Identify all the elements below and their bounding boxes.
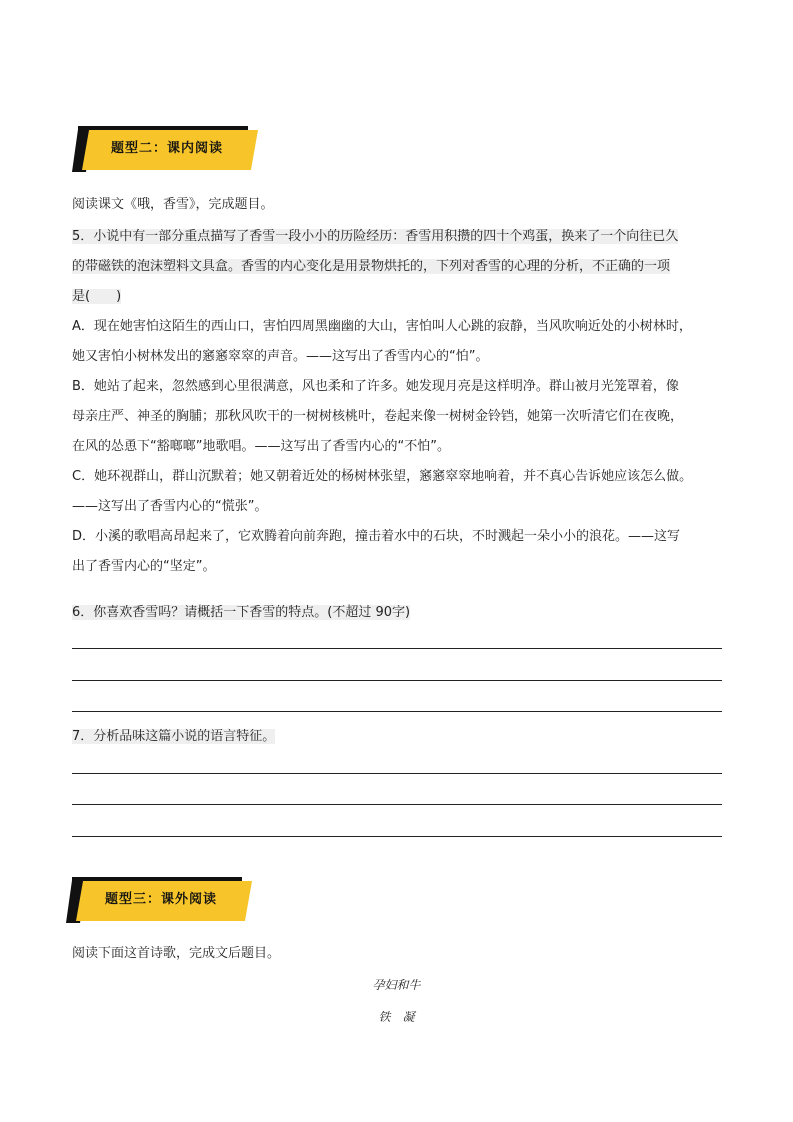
question-7 [72, 722, 724, 752]
poem-author: 铁 凝 [378, 1010, 415, 1024]
answer-line[interactable] [72, 804, 722, 805]
option-d[interactable] [72, 522, 724, 582]
answer-line[interactable] [72, 711, 722, 712]
intro-text: 阅读课文《哦，香雪》，完成题目。 [72, 197, 274, 212]
reading-instruction [72, 939, 724, 969]
section-header-badge [72, 126, 262, 172]
reading-instruction [72, 190, 724, 220]
option-line: D．小溪的歌唱高昂起来了，它欢腾着向前奔跑，撞击着水中的石块，不时溅起一朵小小的浪花。——这写 [72, 529, 681, 544]
question-line: 6．你喜欢香雪吗？请概括一下香雪的特点。(不超过 90字) [72, 605, 411, 620]
section-title: 题型三：课外阅读 [104, 892, 217, 907]
option-line: C．她环视群山，群山沉默着；她又朝着近处的杨树林张望，窸窸窣窣地响着，并不真心告诉她应该怎么做。 [72, 469, 693, 484]
answer-line[interactable] [72, 773, 722, 774]
option-b[interactable] [72, 372, 724, 462]
question-line: 是( ) [72, 289, 122, 304]
option-line: 出了香雪内心的“坚定”。 [72, 559, 216, 574]
question-5 [72, 222, 724, 582]
answer-line[interactable] [72, 648, 722, 649]
poem-title: 孕妇和牛 [372, 978, 421, 992]
section-header-badge [66, 877, 256, 923]
option-line: 在风的怂恿下“豁啷啷”地歌唱。——这写出了香雪内心的“不怕”。 [72, 439, 450, 454]
question-line: 5．小说中有一部分重点描写了香雪一段小小的历险经历：香雪用积攒的四十个鸡蛋，换来了一个向往已久 [72, 229, 679, 244]
option-line: ——这写出了香雪内心的“慌张”。 [72, 499, 268, 514]
option-a[interactable] [72, 312, 724, 372]
option-line: A．现在她害怕这陌生的西山口，害怕四周黑幽幽的大山，害怕叫人心跳的寂静，当风吹响近处的小树林时， [72, 319, 692, 334]
option-c[interactable] [72, 462, 724, 522]
question-line: 的带磁铁的泡沫塑料文具盒。香雪的内心变化是用景物烘托的，下列对香雪的心理的分析，不正确的一项 [72, 259, 671, 274]
option-line: 她又害怕小树林发出的窸窸窣窣的声音。——这写出了香雪内心的“怕”。 [72, 349, 489, 364]
option-line: 母亲庄严、神圣的胸脯；那秋风吹干的一树树核桃叶，卷起来像一树树金铃铛，她第一次听清它们在夜晚， [72, 409, 684, 424]
question-6 [72, 598, 724, 628]
option-line: B．她站了起来，忽然感到心里很满意，风也柔和了许多。她发现月亮是这样明净。群山被月光笼罩着，像 [72, 379, 679, 394]
section-title: 题型二：课内阅读 [110, 141, 223, 156]
answer-line[interactable] [72, 836, 722, 837]
answer-line[interactable] [72, 680, 722, 681]
intro-text: 阅读下面这首诗歌，完成文后题目。 [72, 946, 281, 961]
question-line: 7．分析品味这篇小说的语言特征。 [72, 729, 276, 744]
